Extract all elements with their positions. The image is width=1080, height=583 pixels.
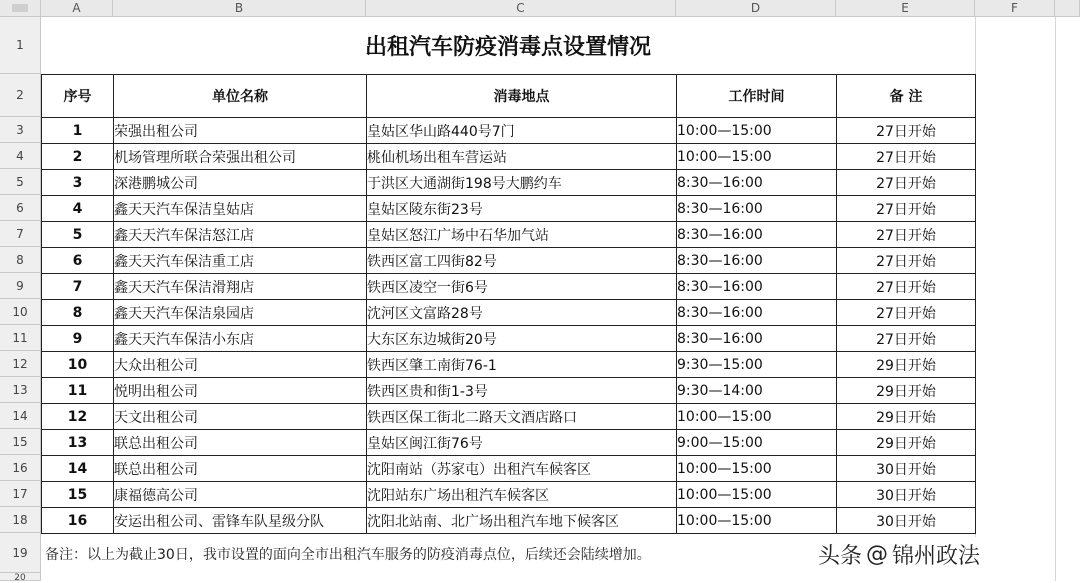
table-row (42, 274, 976, 300)
gridline (1055, 17, 1056, 581)
cell-location[interactable]: 铁西区贵和街1-3号 (367, 378, 677, 404)
cell-location[interactable]: 沈阳北站南、北广场出租汽车地下候客区 (367, 508, 677, 534)
cell-remark[interactable]: 27日开始 (837, 118, 976, 144)
cell-serial[interactable]: 16 (42, 508, 114, 534)
cell-remark[interactable]: 27日开始 (837, 274, 976, 300)
table-row (42, 456, 976, 482)
cell-remark[interactable]: 27日开始 (837, 222, 976, 248)
cell-location[interactable]: 铁西区保工街北二路天文酒店路口 (367, 404, 677, 430)
table-header-row (42, 75, 976, 118)
table-row (42, 508, 976, 534)
footnote[interactable]: 备注：以上为截止30日，我市设置的面向全市出租汽车服务的防疫消毒点位，后续还会陆续增加。 (45, 546, 651, 563)
cell-serial[interactable]: 4 (42, 196, 114, 222)
header-serial[interactable]: 序号 (42, 75, 114, 118)
cell-remark[interactable]: 27日开始 (837, 326, 976, 352)
cell-location[interactable]: 桃仙机场出租车营运站 (367, 144, 677, 170)
row-header-10[interactable]: 10 (0, 299, 41, 325)
cell-remark[interactable]: 30日开始 (837, 508, 976, 534)
table-row (42, 170, 976, 196)
table-row (42, 352, 976, 378)
cell-location[interactable]: 皇姑区陵东街23号 (367, 196, 677, 222)
cell-unit-name[interactable]: 康福德高公司 (114, 482, 367, 508)
cell-work-time[interactable]: 8:30—16:00 (677, 196, 837, 222)
cell-unit-name[interactable]: 机场管理所联合荣强出租公司 (114, 144, 367, 170)
cell-work-time[interactable]: 8:30—16:00 (677, 300, 837, 326)
cell-serial[interactable]: 5 (42, 222, 114, 248)
cell-unit-name[interactable]: 深港鹏城公司 (114, 170, 367, 196)
table-row (42, 118, 976, 144)
watermark-at: @ (866, 541, 889, 567)
row-header-15[interactable]: 15 (0, 429, 41, 455)
table-row (42, 482, 976, 508)
cell-unit-name[interactable]: 联总出租公司 (114, 456, 367, 482)
row-header-7[interactable]: 7 (0, 221, 41, 247)
header-location[interactable]: 消毒地点 (367, 75, 677, 118)
cell-remark[interactable]: 29日开始 (837, 430, 976, 456)
row-header-6[interactable]: 6 (0, 195, 41, 221)
cell-location[interactable]: 沈河区文富路28号 (367, 300, 677, 326)
column-header-e[interactable]: E (836, 0, 975, 17)
row-header-16[interactable]: 16 (0, 455, 41, 481)
cell-serial[interactable]: 8 (42, 300, 114, 326)
cell-unit-name[interactable]: 大众出租公司 (114, 352, 367, 378)
cell-location[interactable]: 沈阳站东广场出租汽车候客区 (367, 482, 677, 508)
cell-serial[interactable]: 6 (42, 248, 114, 274)
row-header-9[interactable]: 9 (0, 273, 41, 299)
cell-serial[interactable]: 14 (42, 456, 114, 482)
cell-remark[interactable]: 27日开始 (837, 196, 976, 222)
cell-location[interactable]: 皇姑区华山路440号7门 (367, 118, 677, 144)
row-header-17[interactable]: 17 (0, 481, 41, 507)
cell-unit-name[interactable]: 鑫天天汽车保洁泉园店 (114, 300, 367, 326)
cell-work-time[interactable]: 10:00—15:00 (677, 118, 837, 144)
header-work-time[interactable]: 工作时间 (677, 75, 837, 118)
cell-serial[interactable]: 7 (42, 274, 114, 300)
cell-work-time[interactable]: 8:30—16:00 (677, 274, 837, 300)
cell-remark[interactable]: 27日开始 (837, 170, 976, 196)
cell-serial[interactable]: 9 (42, 326, 114, 352)
table-row (42, 378, 976, 404)
disinfection-table (41, 74, 976, 534)
cell-unit-name[interactable]: 天文出租公司 (114, 404, 367, 430)
table-row (42, 404, 976, 430)
cell-location[interactable]: 沈阳南站（苏家屯）出租汽车候客区 (367, 456, 677, 482)
watermark-account: 锦州政法 (892, 543, 981, 569)
cell-unit-name[interactable]: 联总出租公司 (114, 430, 367, 456)
row-header-12[interactable]: 12 (0, 351, 41, 377)
row-header-8[interactable]: 8 (0, 247, 41, 273)
cell-work-time[interactable]: 8:30—16:00 (677, 170, 837, 196)
cell-location[interactable]: 铁西区凌空一街6号 (367, 274, 677, 300)
cell-remark[interactable]: 30日开始 (837, 482, 976, 508)
cell-remark[interactable]: 29日开始 (837, 404, 976, 430)
row-header-14[interactable]: 14 (0, 403, 41, 429)
column-header-f[interactable]: F (975, 0, 1055, 17)
cell-unit-name[interactable]: 鑫天天汽车保洁重工店 (114, 248, 367, 274)
cell-unit-name[interactable]: 鑫天天汽车保洁滑翔店 (114, 274, 367, 300)
cell-location[interactable]: 皇姑区闽江街76号 (367, 430, 677, 456)
cell-location[interactable]: 皇姑区怒江广场中石华加气站 (367, 222, 677, 248)
cell-remark[interactable]: 27日开始 (837, 144, 976, 170)
cell-location[interactable]: 于洪区大通湖街198号大鹏约车 (367, 170, 677, 196)
cell-serial[interactable]: 12 (42, 404, 114, 430)
cell-serial[interactable]: 3 (42, 170, 114, 196)
row-header-5[interactable]: 5 (0, 169, 41, 195)
cell-work-time[interactable]: 10:00—15:00 (677, 456, 837, 482)
row-header-13[interactable]: 13 (0, 377, 41, 403)
cell-work-time[interactable]: 9:00—15:00 (677, 430, 837, 456)
cell-serial[interactable]: 2 (42, 144, 114, 170)
cell-unit-name[interactable]: 鑫天天汽车保洁皇姑店 (114, 196, 367, 222)
column-header-d[interactable]: D (676, 0, 836, 17)
cell-work-time[interactable]: 8:30—16:00 (677, 248, 837, 274)
cell-remark[interactable]: 29日开始 (837, 378, 976, 404)
row-header-2[interactable]: 2 (0, 74, 41, 117)
table-row (42, 430, 976, 456)
cell-location[interactable]: 大东区东边城街20号 (367, 326, 677, 352)
header-remark[interactable]: 备 注 (837, 75, 976, 118)
sheet-title[interactable]: 出租汽车防疫消毒点设置情况 (364, 35, 651, 60)
cell-remark[interactable]: 27日开始 (837, 300, 976, 326)
column-header-extra[interactable] (1055, 0, 1080, 17)
table-row (42, 196, 976, 222)
row-header-18[interactable]: 18 (0, 507, 41, 533)
table-row (42, 326, 976, 352)
cell-serial[interactable]: 13 (42, 430, 114, 456)
column-header-a[interactable]: A (41, 0, 113, 17)
cell-remark[interactable]: 27日开始 (837, 248, 976, 274)
cell-unit-name[interactable]: 鑫天天汽车保洁怒江店 (114, 222, 367, 248)
row-header-3[interactable]: 3 (0, 117, 41, 143)
cell-work-time[interactable]: 10:00—15:00 (677, 508, 837, 534)
cell-work-time[interactable]: 9:30—15:00 (677, 352, 837, 378)
cell-serial[interactable]: 11 (42, 378, 114, 404)
row-header-11[interactable]: 11 (0, 325, 41, 351)
cell-work-time[interactable]: 8:30—16:00 (677, 326, 837, 352)
row-header-1[interactable]: 1 (0, 17, 41, 74)
column-header-b[interactable]: B (113, 0, 366, 17)
table-row (42, 222, 976, 248)
cell-unit-name[interactable]: 鑫天天汽车保洁小东店 (114, 326, 367, 352)
table-row (42, 144, 976, 170)
row-header-19[interactable]: 19 (0, 533, 41, 573)
cell-unit-name[interactable]: 安运出租公司、雷锋车队星级分队 (114, 508, 367, 534)
table-row (42, 248, 976, 274)
watermark-source: 头条 (818, 543, 863, 569)
table-row (42, 300, 976, 326)
cell-serial[interactable]: 15 (42, 482, 114, 508)
cell-remark[interactable]: 30日开始 (837, 456, 976, 482)
cell-work-time[interactable]: 10:00—15:00 (677, 144, 837, 170)
cell-serial[interactable]: 10 (42, 352, 114, 378)
column-header-c[interactable]: C (366, 0, 676, 17)
cell-work-time[interactable]: 9:30—14:00 (677, 378, 837, 404)
row-header-4[interactable]: 4 (0, 143, 41, 169)
cell-unit-name[interactable]: 悦明出租公司 (114, 378, 367, 404)
cell-serial[interactable]: 1 (42, 118, 114, 144)
select-all-corner[interactable] (0, 0, 41, 17)
header-unit-name[interactable]: 单位名称 (114, 75, 367, 118)
select-all-icon (12, 4, 28, 12)
watermark (818, 536, 980, 572)
cell-location[interactable]: 铁西区富工四街82号 (367, 248, 677, 274)
cell-location[interactable]: 铁西区肇工南街76-1 (367, 352, 677, 378)
cell-remark[interactable]: 29日开始 (837, 352, 976, 378)
row-header-20[interactable]: 20 (0, 573, 41, 581)
cell-unit-name[interactable]: 荣强出租公司 (114, 118, 367, 144)
cell-work-time[interactable]: 10:00—15:00 (677, 404, 837, 430)
cell-work-time[interactable]: 10:00—15:00 (677, 482, 837, 508)
cell-work-time[interactable]: 8:30—16:00 (677, 222, 837, 248)
